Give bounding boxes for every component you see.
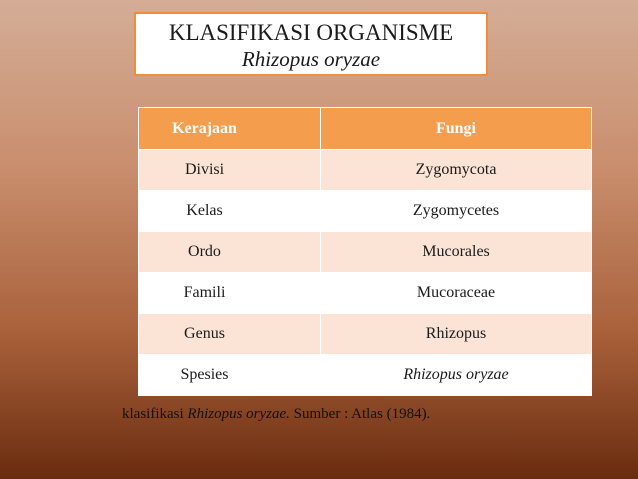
page-title: KLASIFIKASI ORGANISME <box>168 20 454 45</box>
table-row <box>139 314 592 355</box>
table-row <box>139 232 592 273</box>
value-cell: Rhizopus oryzae <box>321 355 592 396</box>
value-cell: Zygomycetes <box>321 191 592 232</box>
rank-cell: Famili <box>139 273 321 314</box>
caption-source: Sumber : Atlas (1984). <box>289 406 431 422</box>
rank-cell: Spesies <box>139 355 321 396</box>
rank-cell: Divisi <box>139 150 321 191</box>
header-value-cell: Fungi <box>321 108 592 150</box>
caption-species: Rhizopus oryzae. <box>187 406 290 422</box>
species-subtitle: Rhizopus oryzae <box>241 47 381 71</box>
rank-cell: Kelas <box>139 191 321 232</box>
table-row <box>139 355 592 396</box>
caption-prefix: klasifikasi <box>122 406 188 422</box>
title-box <box>134 12 488 76</box>
table-row <box>139 273 592 314</box>
rank-cell: Ordo <box>139 232 321 273</box>
value-cell: Mucoraceae <box>321 273 592 314</box>
table-row <box>139 150 592 191</box>
classification-table <box>138 107 592 396</box>
rank-cell: Genus <box>139 314 321 355</box>
value-cell: Zygomycota <box>321 150 592 191</box>
table-row <box>139 191 592 232</box>
header-rank-cell: Kerajaan <box>139 108 321 150</box>
figure-caption <box>122 406 430 423</box>
table-header-row <box>139 108 592 150</box>
value-cell: Rhizopus <box>321 314 592 355</box>
value-cell: Mucorales <box>321 232 592 273</box>
